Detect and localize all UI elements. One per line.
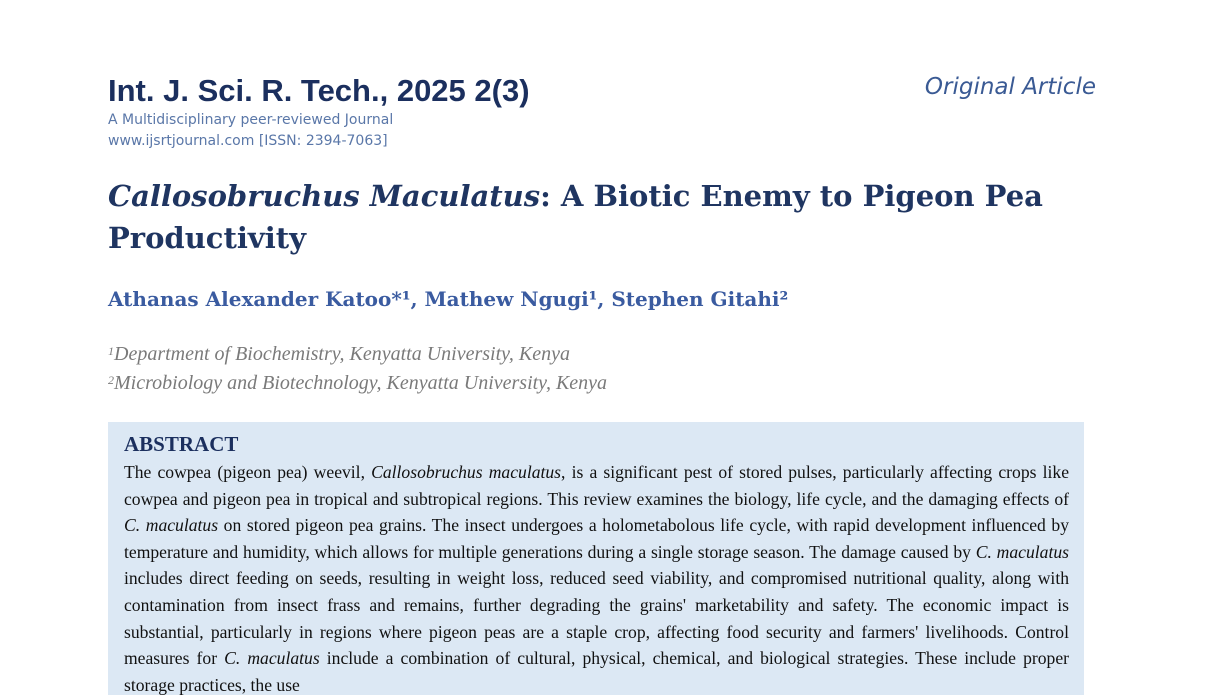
abstract-text: on stored pigeon pea grains. The insect undergoes a holometabolous life cycle, with rapid development influenced by temperature and humidity, which allows for multiple generations during a single storage season. The damage caused by — [124, 515, 1070, 562]
affiliation-marker: 2 — [108, 373, 114, 387]
abstract-species-name: Callosobruchus maculatus — [371, 462, 562, 482]
abstract-box — [108, 422, 1084, 695]
abstract-species-name: C. maculatus — [124, 515, 219, 536]
abstract-text: , is a significant pest of stored pulses, particularly affecting crops like cowpea and pigeon pea in tropical and subtropical regions. This review examines the biology, life cycle, and the damaging effects of — [124, 462, 1069, 509]
abstract-species-name: C. maculatus — [224, 648, 320, 669]
paper-title — [108, 175, 1098, 259]
author-list: Athanas Alexander Katoo*¹, Mathew Ngugi¹, Stephen Gitahi² — [108, 287, 789, 311]
abstract-text: includes direct feeding on seeds, resulting in weight loss, reduced seed viability, and compromised nutritional quality, along with contamination from insect frass and remains, further degrading the grains' marketability and safety. The economic impact is substantial, particularly in regions where pigeon peas are a staple crop, affecting food security and farmers' livelihoods. Control measures for — [124, 568, 1069, 669]
article-type-label: Original Article — [924, 74, 1096, 100]
affiliation-text: Department of Biochemistry, Kenyatta University, Kenya — [114, 343, 571, 365]
paper-title-rest: : A Biotic Enemy to Pigeon Pea Productivity — [108, 179, 1043, 255]
abstract-body — [124, 459, 1069, 695]
affiliation-text: Microbiology and Biotechnology, Kenyatta University, Kenya — [114, 372, 608, 394]
affiliation-marker: 1 — [108, 344, 114, 358]
abstract-text: include a combination of cultural, physical, chemical, and biological strategies. These include proper storage practices, the use — [124, 648, 1069, 695]
affiliation-1 — [108, 341, 570, 367]
abstract-heading: ABSTRACT — [124, 432, 239, 456]
journal-title: Int. J. Sci. R. Tech., 2025 2(3) — [108, 73, 530, 108]
abstract-species-name: C. maculatus — [975, 541, 1069, 562]
affiliation-2 — [108, 370, 607, 396]
journal-website-issn: www.ijsrtjournal.com [ISSN: 2394-7063] — [108, 133, 388, 149]
paper-title-species: Callosobruchus Maculatus — [108, 179, 541, 213]
journal-subtitle: A Multidisciplinary peer-reviewed Journal — [108, 112, 394, 128]
abstract-text: The cowpea (pigeon pea) weevil, — [124, 462, 372, 482]
